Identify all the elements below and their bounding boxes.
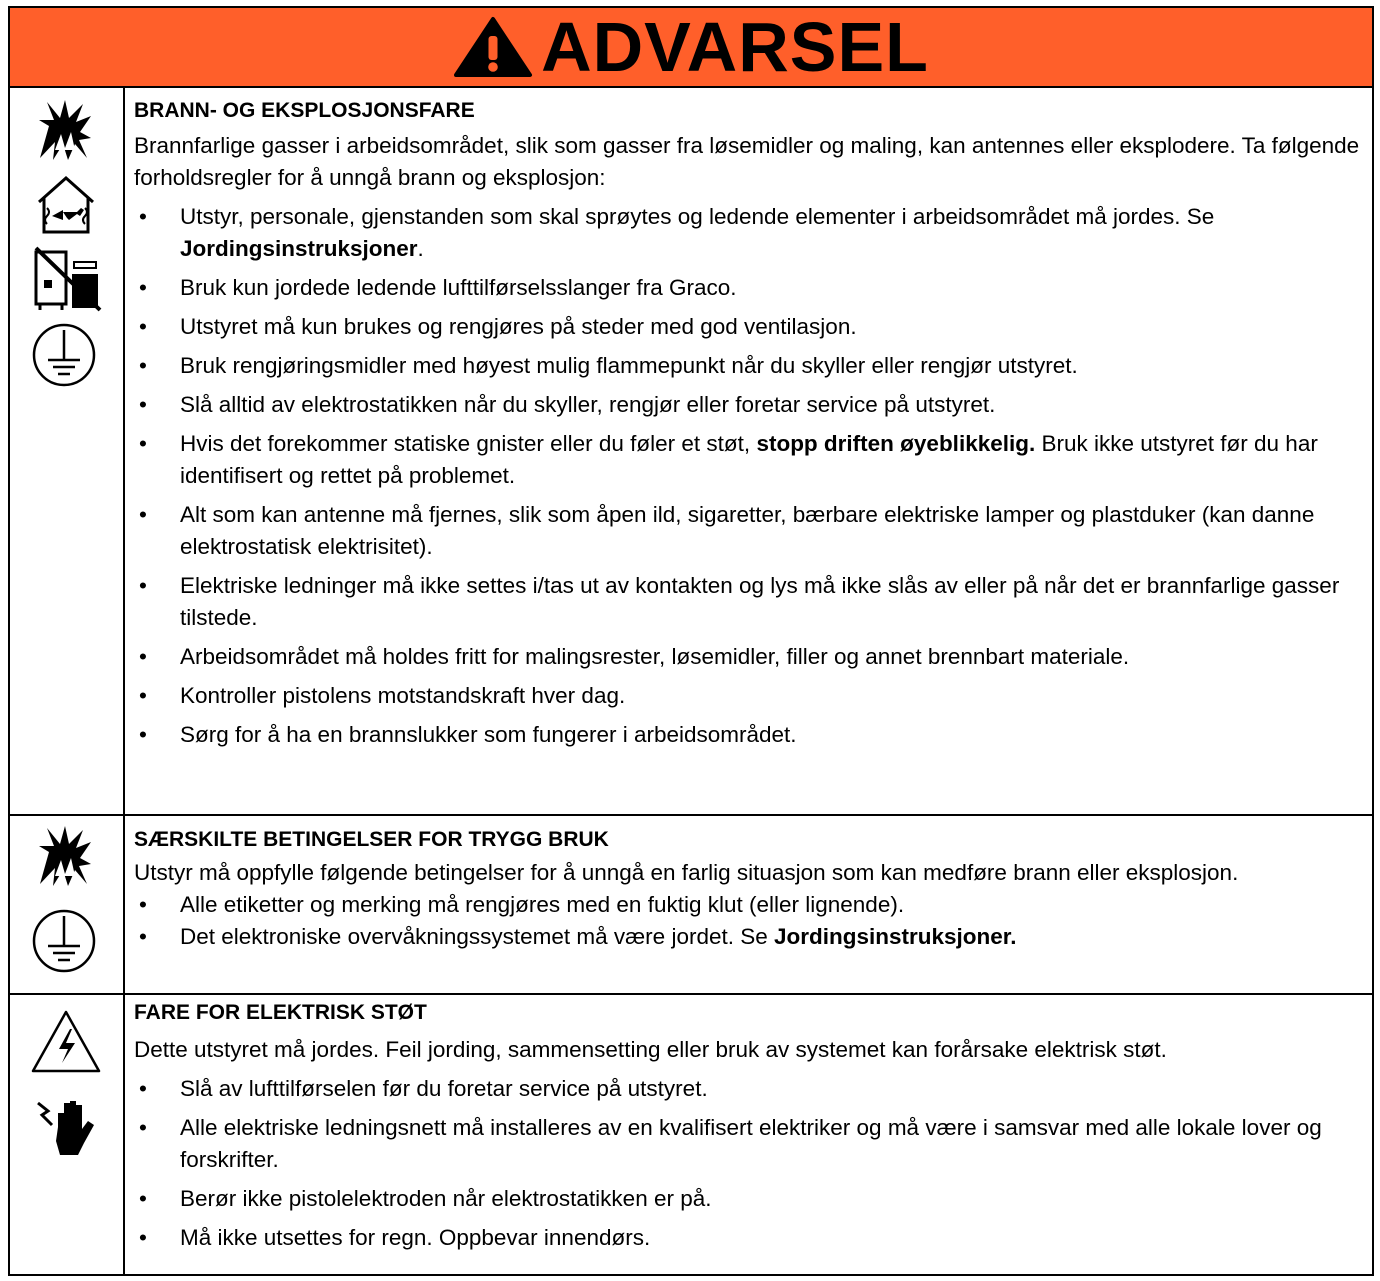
list-item: • Berør ikke pistolelektroden når elektrostatikken er på. — [134, 1183, 1364, 1215]
list-item: • Må ikke utsettes for regn. Oppbevar innendørs. — [134, 1222, 1364, 1254]
electric-shock-section — [134, 1000, 1364, 1254]
section-bullets — [134, 1073, 1364, 1254]
electric-shock-hand-icon — [34, 1093, 100, 1159]
fire-hazard-house-icon — [33, 174, 99, 236]
explosion-icon — [35, 824, 95, 889]
section-heading: SÆRSKILTE BETINGELSER FOR TRYGG BRUK — [134, 828, 609, 851]
safe-use-section — [134, 827, 1364, 953]
high-voltage-warning-icon — [30, 1009, 102, 1075]
fire-explosion-section — [134, 98, 1364, 751]
ground-icon — [31, 322, 97, 388]
section-bullets — [134, 889, 1364, 953]
list-item: • Slå alltid av elektrostatikken når du skyller, rengjør eller foretar service på utstyret. — [134, 389, 1364, 421]
section-icons — [10, 86, 123, 814]
section-bullets — [134, 201, 1364, 751]
list-item: • Kontroller pistolens motstandskraft hver dag. — [134, 680, 1364, 712]
section-heading: FARE FOR ELEKTRISK STØT — [134, 1001, 427, 1024]
section-divider — [10, 993, 1372, 995]
list-item: • Arbeidsområdet må holdes fritt for malingsrester, løsemidler, filler og annet brennbart materiale. — [134, 641, 1364, 673]
section-heading: BRANN- OG EKSPLOSJONSFARE — [134, 99, 475, 122]
warning-triangle-icon — [453, 16, 533, 78]
list-item: • Slå av lufttilførselen før du foretar service på utstyret. — [134, 1073, 1364, 1105]
explosion-icon — [35, 98, 95, 163]
warning-banner — [10, 8, 1372, 88]
list-item: • Utstyret må kun brukes og rengjøres på steder med god ventilasjon. — [134, 311, 1364, 343]
banner-title: ADVARSEL — [541, 8, 929, 86]
section-intro: Utstyr må oppfylle følgende betingelser for å unngå en farlig situasjon som kan medføre brann eller eksplosjon. — [134, 860, 1239, 885]
list-item: • Elektriske ledninger må ikke settes i/tas ut av kontakten og lys må ikke slås av eller på når det er brannfarlige gasser tilstede. — [134, 570, 1364, 634]
section-intro: Dette utstyret må jordes. Feil jording, sammensetting eller bruk av systemet kan forårsake elektrisk støt. — [134, 1037, 1167, 1062]
list-item: • Hvis det forekommer statiske gnister eller du føler et støt, stopp driften øyeblikkelig. Bruk ikke utstyret før du har identifisert og rettet på problemet. — [134, 428, 1364, 492]
list-item: • Bruk rengjøringsmidler med høyest mulig flammepunkt når du skyller eller rengjør utstyret. — [134, 350, 1364, 382]
section-icons — [10, 816, 123, 993]
no-ignition-source-icon — [30, 244, 102, 312]
warning-box — [8, 6, 1374, 1276]
section-intro: Brannfarlige gasser i arbeidsområdet, slik som gasser fra løsemidler og maling, kan antennes eller eksplodere. Ta følgende forholdsregler for å unngå brann og eksplosjon: — [134, 133, 1360, 190]
list-item: • Alt som kan antenne må fjernes, slik som åpen ild, sigaretter, bærbare elektriske lamper og plastduker (kan danne elektrostatisk elektrisitet). — [134, 499, 1364, 563]
column-divider — [123, 86, 125, 1274]
list-item: • Utstyr, personale, gjenstanden som skal sprøytes og ledende elementer i arbeidsområdet må jordes. Se Jordingsinstruksjoner. — [134, 201, 1364, 265]
list-item: • Bruk kun jordede ledende lufttilførselsslanger fra Graco. — [134, 272, 1364, 304]
list-item: • Det elektroniske overvåkningssystemet må være jordet. Se Jordingsinstruksjoner. — [134, 921, 1364, 953]
list-item: • Sørg for å ha en brannslukker som fungerer i arbeidsområdet. — [134, 719, 1364, 751]
list-item: • Alle elektriske ledningsnett må installeres av en kvalifisert elektriker og må være i samsvar med alle lokale lover og forskrifter. — [134, 1112, 1364, 1176]
section-divider — [10, 814, 1372, 816]
list-item: • Alle etiketter og merking må rengjøres med en fuktig klut (eller lignende). — [134, 889, 1364, 921]
section-icons — [10, 995, 123, 1276]
ground-icon — [31, 908, 97, 974]
